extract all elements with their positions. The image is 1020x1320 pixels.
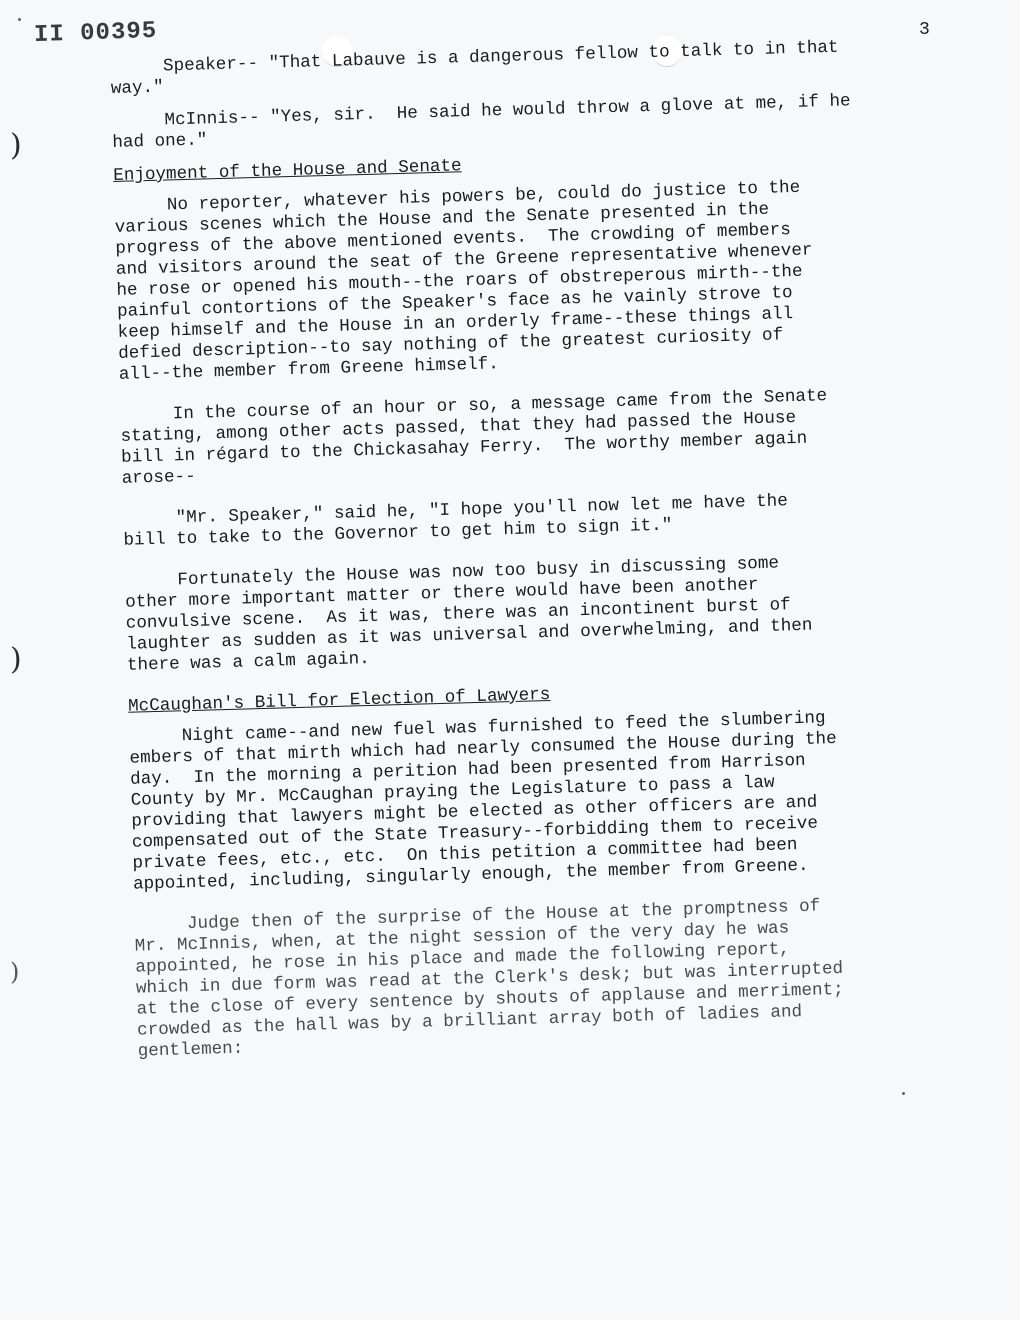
paragraph-fortunately: Fortunately the House was now too busy in discussing some other more important matter or there would have been another convulsive scene. As it was, there was an incontinent burst of laughter as sudden as it was universal and overwhelming, and then there was a calm again.	[124, 553, 813, 676]
document-body	[110, 35, 968, 1083]
paragraph-mr-speaker: "Mr. Speaker," said he, "I hope you'll now let me have the bill to take to the Governor to get him to sign it."	[122, 491, 789, 551]
speck	[18, 18, 21, 21]
paragraph-judge-then: Judge then of the surprise of the House at the promptness of Mr. McInnis, when, at the night session of the very day he was appointed, he rose in his place and made the following report, which in due form was read at the Clerk's desk; but was interrupted at the close of every sentence by shouts of applause and merriment; crowded as the hall was by a brilliant array both of ladies and gentlemen:	[133, 896, 844, 1062]
section-heading-enjoyment: Enjoyment of the House and Senate	[113, 156, 462, 186]
paragraph-speaker-quote: Speaker-- "That Labauve is a dangerous fellow to talk to in that way."	[110, 37, 839, 99]
margin-mark: )	[10, 642, 22, 677]
document-id-stamp: II 00395	[33, 17, 158, 50]
margin-mark: )	[10, 128, 22, 163]
paragraph-mcinnis-quote: McInnis-- "Yes, sir. He said he would throw a glove at me, if he had one."	[111, 91, 851, 153]
paragraph-no-reporter: No reporter, whatever his powers be, could do justice to the various scenes which the House and the Senate presented in the progress of the above mentioned events. The crowding of members and visitors around the seat of the Greene representative whenever he rose or opened his mouth--the roars of obstreperous mirth--the painful contortions of the Speaker's face as he vainly strove to keep himself and the House in an orderly frame--these things all defied description--to say nothing of the greatest curiosity of all--the member from Greene himself.	[113, 177, 813, 385]
margin-mark: )	[10, 958, 20, 986]
page-number: 3	[919, 20, 930, 40]
speck	[902, 1092, 905, 1095]
section-heading-mccaughan-bill: McCaughan's Bill for Election of Lawyers	[127, 684, 551, 717]
paragraph-night-came: Night came--and new fuel was furnished to feed the slumbering embers of that mirth which had nearly consumed the House during the day. In the morning a perition had been presented from Harrison County by Mr. McCaughan praying the Legislature to pass a law providing that lawyers might be elected as other officers are and compensated out of the State Treasury--forbidding them to receive private fees, etc., etc. On this petition a committee had been appointed, including, singularly enough, the member from Greene.	[128, 708, 837, 895]
paragraph-senate-message: In the course of an hour or so, a message came from the Senate stating, among other acts passed, that they had passed the House bill in régard to the Chickasahay Ferry. The worthy member again arose--	[119, 386, 828, 489]
